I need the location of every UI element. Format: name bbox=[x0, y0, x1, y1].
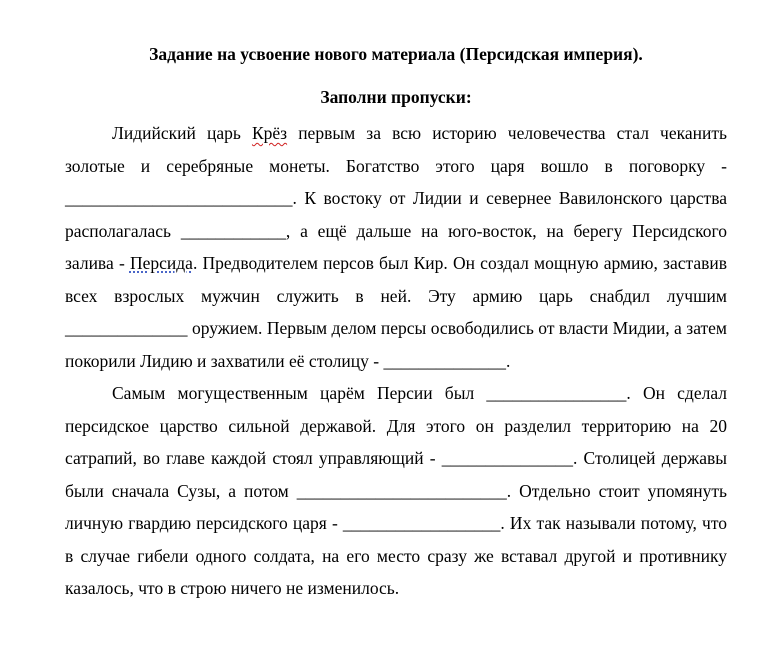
text-segment: . bbox=[505, 350, 511, 371]
paragraph-darius bbox=[65, 377, 727, 605]
text-segment: первым за всю историю человечества стал чеканить золотые и серебряные монеты. Богатство этого царя вошло в поговорку - bbox=[65, 123, 727, 176]
grammar-word-persida: Персида bbox=[129, 253, 193, 273]
text-segment: . Столицей державы были сначала Сузы, а потом bbox=[65, 448, 728, 501]
blank-media[interactable]: ____________ bbox=[180, 220, 286, 241]
text-segment: оружием. Первым делом персы освободились от власти Мидии, а затем покорили Лидию и захватили её столицу - bbox=[65, 318, 727, 371]
blank-guard[interactable]: __________________ bbox=[342, 513, 501, 533]
text-segment: Самым могущественным царём Персии был bbox=[112, 383, 487, 403]
document-page bbox=[65, 42, 727, 605]
blank-weapon[interactable]: ______________ bbox=[65, 318, 188, 338]
text-segment: . Отдельно стоит упомянуть личную гвардию персидского царя - bbox=[65, 480, 728, 533]
text-segment: . К востоку от Лидии и севернее Вавилонского царства располагалась bbox=[65, 188, 727, 241]
text-segment: . Их так называли потому, что в случае гибели одного солдата, на его место сразу же вставал другой и противнику казалось, что в строю ничего не изменилось. bbox=[65, 513, 727, 598]
document-subtitle: Заполни пропуски: bbox=[320, 87, 472, 107]
blank-second-capital[interactable]: ________________________ bbox=[296, 480, 507, 501]
paragraph-lydia-cyrus bbox=[65, 117, 727, 377]
dash: - bbox=[118, 253, 125, 273]
blank-satrap[interactable]: _______________ bbox=[441, 448, 574, 468]
spellcheck-word-kres: Крёз bbox=[251, 123, 288, 143]
text-segment: . Он сделал персидское царство сильной державой. Для этого он разделил территорию на 20 сатрапий, во главе каждой стоял управляющий - bbox=[65, 383, 727, 468]
text-segment: Лидийский царь bbox=[112, 123, 252, 143]
document-title: Задание на усвоение нового материала (Персидская империя). bbox=[149, 44, 643, 64]
text-segment: , а ещё дальше на юго-восток, на берегу Персидского залива bbox=[65, 220, 727, 273]
text-segment: . Предводителем персов был Кир. Он создал мощную армию, заставив всех взрослых мужчин служить в ней. Эту армию царь снабдил лучшим bbox=[65, 253, 728, 306]
blank-capital[interactable]: ______________ bbox=[383, 350, 506, 371]
blank-king[interactable]: ________________ bbox=[486, 383, 627, 403]
blank-proverb[interactable]: __________________________ bbox=[65, 188, 293, 208]
